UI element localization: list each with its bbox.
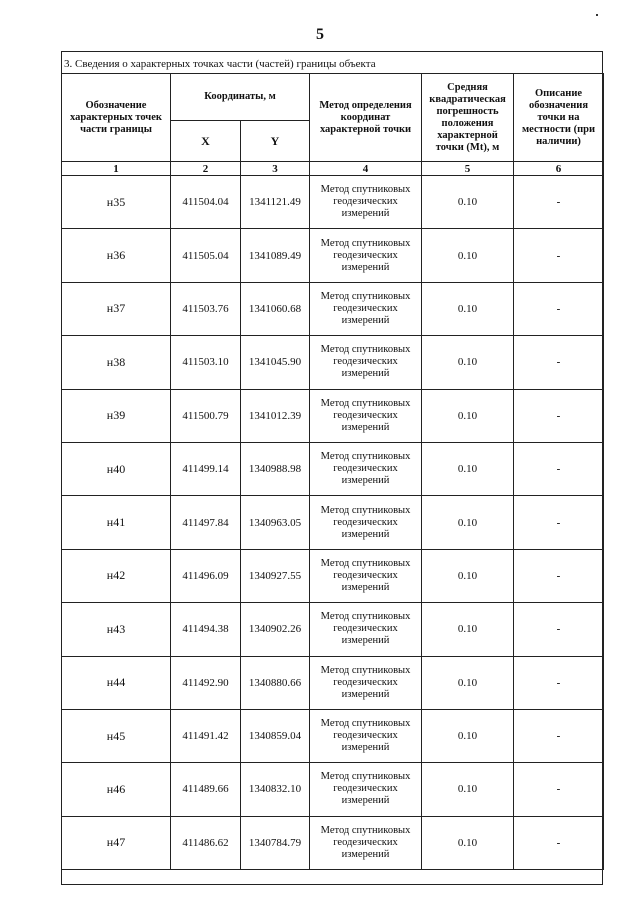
x-coordinate-cell: 411503.76 xyxy=(171,282,241,335)
scan-speck xyxy=(596,14,598,16)
accuracy-cell: 0.10 xyxy=(422,496,514,549)
y-coordinate-cell: 1340988.98 xyxy=(241,442,310,495)
method-cell: Метод спутниковых геодезических измерений xyxy=(310,496,422,549)
method-cell: Метод спутниковых геодезических измерений xyxy=(310,336,422,389)
description-cell: - xyxy=(514,496,604,549)
page-number: 5 xyxy=(316,26,324,43)
accuracy-cell: 0.10 xyxy=(422,229,514,282)
description-cell: - xyxy=(514,549,604,602)
point-id-cell: н45 xyxy=(62,709,171,762)
header-designation: Обозначение характерных точек части границы xyxy=(62,74,171,162)
description-cell: - xyxy=(514,229,604,282)
accuracy-cell: 0.10 xyxy=(422,282,514,335)
y-coordinate-cell: 1340784.79 xyxy=(241,816,310,869)
x-coordinate-cell: 411499.14 xyxy=(171,442,241,495)
header-description: Описание обозначения точки на местности (при наличии) xyxy=(514,74,604,162)
x-coordinate-cell: 411491.42 xyxy=(171,709,241,762)
x-coordinate-cell: 411492.90 xyxy=(171,656,241,709)
table-row xyxy=(62,336,604,389)
y-coordinate-cell: 1341121.49 xyxy=(241,176,310,229)
description-cell: - xyxy=(514,816,604,869)
y-coordinate-cell: 1340927.55 xyxy=(241,549,310,602)
accuracy-cell: 0.10 xyxy=(422,549,514,602)
accuracy-cell: 0.10 xyxy=(422,763,514,816)
accuracy-cell: 0.10 xyxy=(422,389,514,442)
accuracy-cell: 0.10 xyxy=(422,656,514,709)
points-body xyxy=(62,176,604,870)
method-cell: Метод спутниковых геодезических измерений xyxy=(310,816,422,869)
y-coordinate-cell: 1340963.05 xyxy=(241,496,310,549)
header-y: Y xyxy=(241,121,310,162)
method-cell: Метод спутниковых геодезических измерений xyxy=(310,176,422,229)
point-id-cell: н43 xyxy=(62,603,171,656)
method-cell: Метод спутниковых геодезических измерений xyxy=(310,709,422,762)
accuracy-cell: 0.10 xyxy=(422,816,514,869)
description-cell: - xyxy=(514,442,604,495)
table-row xyxy=(62,603,604,656)
y-coordinate-cell: 1341012.39 xyxy=(241,389,310,442)
method-cell: Метод спутниковых геодезических измерений xyxy=(310,763,422,816)
x-coordinate-cell: 411486.62 xyxy=(171,816,241,869)
table-row xyxy=(62,176,604,229)
point-id-cell: н42 xyxy=(62,549,171,602)
point-id-cell: н44 xyxy=(62,656,171,709)
y-coordinate-cell: 1340880.66 xyxy=(241,656,310,709)
table-row xyxy=(62,389,604,442)
description-cell: - xyxy=(514,176,604,229)
point-id-cell: н46 xyxy=(62,763,171,816)
x-coordinate-cell: 411494.38 xyxy=(171,603,241,656)
point-id-cell: н39 xyxy=(62,389,171,442)
x-coordinate-cell: 411504.04 xyxy=(171,176,241,229)
table-row xyxy=(62,442,604,495)
y-coordinate-cell: 1341089.49 xyxy=(241,229,310,282)
y-coordinate-cell: 1340902.26 xyxy=(241,603,310,656)
point-id-cell: н38 xyxy=(62,336,171,389)
x-coordinate-cell: 411489.66 xyxy=(171,763,241,816)
header-coordinates: Координаты, м xyxy=(171,74,310,121)
method-cell: Метод спутниковых геодезических измерений xyxy=(310,603,422,656)
x-coordinate-cell: 411496.09 xyxy=(171,549,241,602)
point-id-cell: н37 xyxy=(62,282,171,335)
section-title: 3. Сведения о характерных точках части (частей) границы объекта xyxy=(64,58,376,70)
column-number: 3 xyxy=(241,162,310,176)
x-coordinate-cell: 411505.04 xyxy=(171,229,241,282)
accuracy-cell: 0.10 xyxy=(422,442,514,495)
point-id-cell: н36 xyxy=(62,229,171,282)
point-id-cell: н47 xyxy=(62,816,171,869)
table-row xyxy=(62,282,604,335)
column-number: 4 xyxy=(310,162,422,176)
y-coordinate-cell: 1340832.10 xyxy=(241,763,310,816)
table-row xyxy=(62,656,604,709)
header-x: X xyxy=(171,121,241,162)
characteristic-points-table xyxy=(61,73,604,870)
header-accuracy: Средняя квадратическая погрешность положения характерной точки (Mt), м xyxy=(422,74,514,162)
accuracy-cell: 0.10 xyxy=(422,336,514,389)
point-id-cell: н40 xyxy=(62,442,171,495)
table-row xyxy=(62,709,604,762)
description-cell: - xyxy=(514,656,604,709)
accuracy-cell: 0.10 xyxy=(422,709,514,762)
table-row xyxy=(62,549,604,602)
description-cell: - xyxy=(514,603,604,656)
y-coordinate-cell: 1341060.68 xyxy=(241,282,310,335)
method-cell: Метод спутниковых геодезических измерений xyxy=(310,656,422,709)
point-id-cell: н35 xyxy=(62,176,171,229)
x-coordinate-cell: 411503.10 xyxy=(171,336,241,389)
y-coordinate-cell: 1341045.90 xyxy=(241,336,310,389)
method-cell: Метод спутниковых геодезических измерений xyxy=(310,282,422,335)
description-cell: - xyxy=(514,709,604,762)
point-id-cell: н41 xyxy=(62,496,171,549)
table-row xyxy=(62,229,604,282)
x-coordinate-cell: 411497.84 xyxy=(171,496,241,549)
description-cell: - xyxy=(514,282,604,335)
accuracy-cell: 0.10 xyxy=(422,176,514,229)
table-row xyxy=(62,496,604,549)
table-row xyxy=(62,816,604,869)
description-cell: - xyxy=(514,389,604,442)
column-number: 1 xyxy=(62,162,171,176)
accuracy-cell: 0.10 xyxy=(422,603,514,656)
x-coordinate-cell: 411500.79 xyxy=(171,389,241,442)
column-number: 2 xyxy=(171,162,241,176)
header-method: Метод определения координат характерной точки xyxy=(310,74,422,162)
y-coordinate-cell: 1340859.04 xyxy=(241,709,310,762)
method-cell: Метод спутниковых геодезических измерений xyxy=(310,389,422,442)
method-cell: Метод спутниковых геодезических измерений xyxy=(310,229,422,282)
description-cell: - xyxy=(514,763,604,816)
method-cell: Метод спутниковых геодезических измерений xyxy=(310,442,422,495)
column-number: 5 xyxy=(422,162,514,176)
table-row xyxy=(62,763,604,816)
description-cell: - xyxy=(514,336,604,389)
method-cell: Метод спутниковых геодезических измерений xyxy=(310,549,422,602)
column-number: 6 xyxy=(514,162,604,176)
